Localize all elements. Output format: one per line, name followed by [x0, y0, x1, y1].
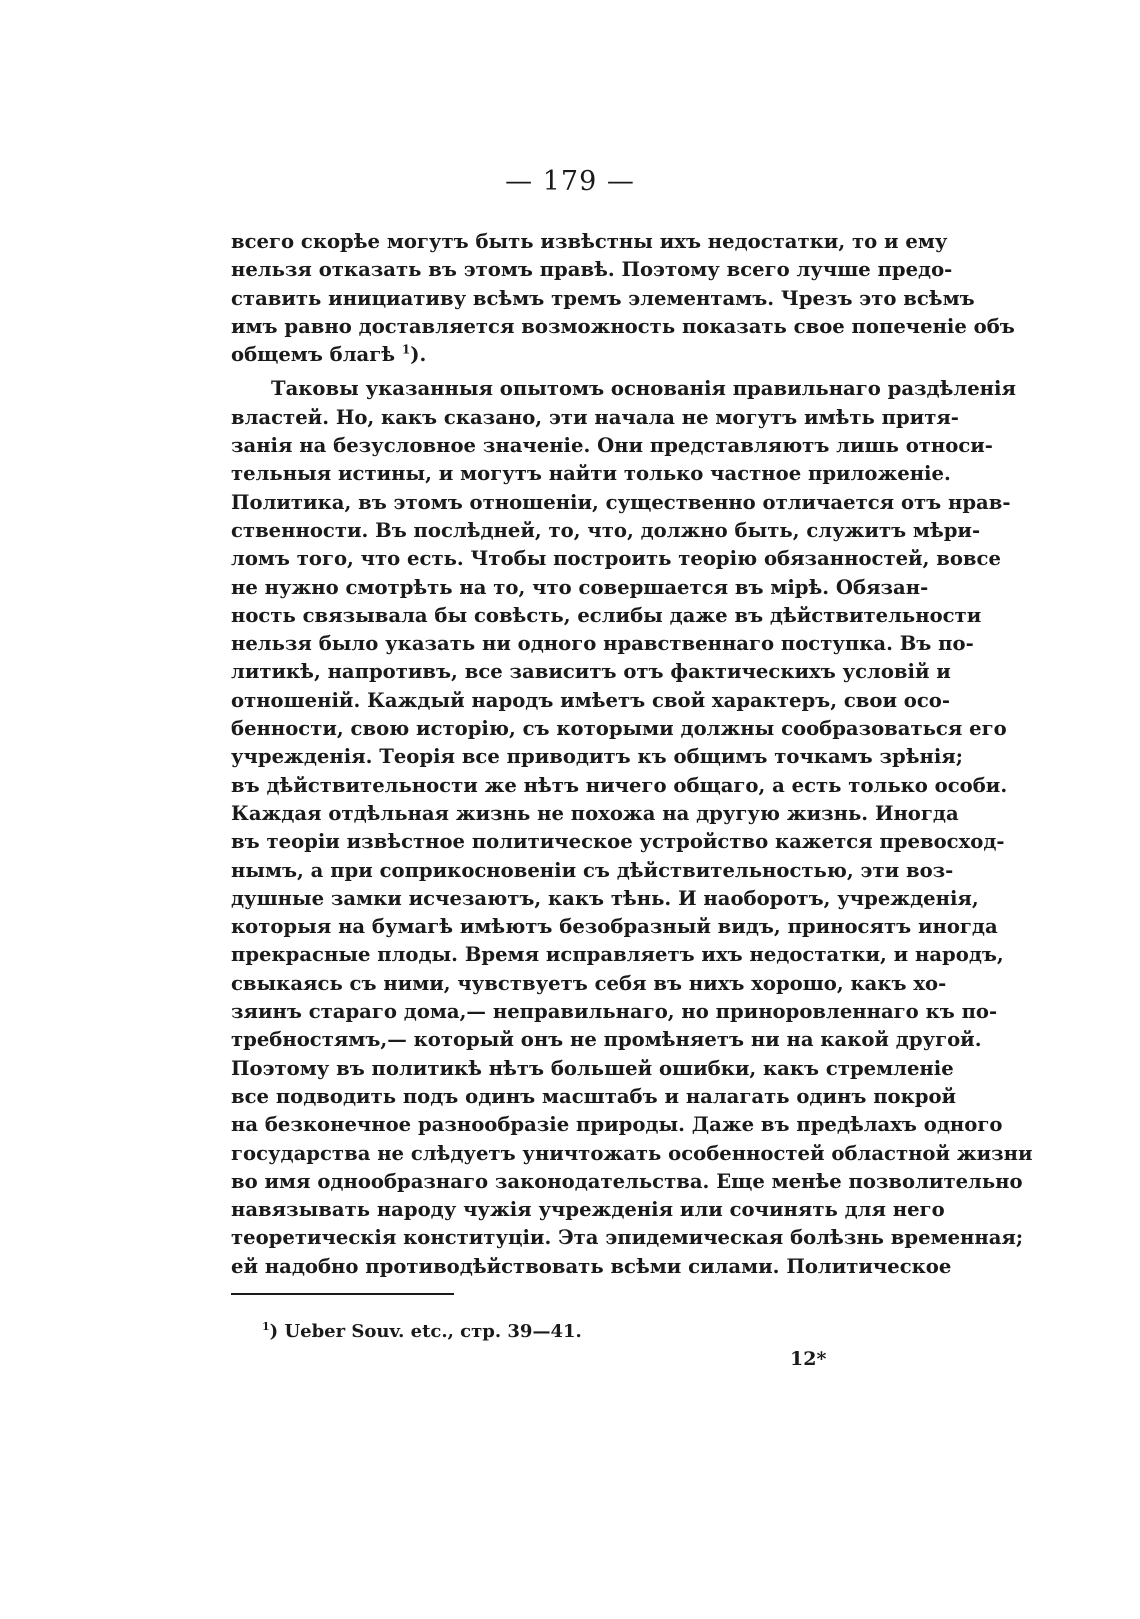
footnote-reference: 1	[401, 342, 411, 357]
footnote-divider	[231, 1293, 454, 1295]
text-line: нельзя отказать въ этомъ правѣ. Поэтому всего лучше предо-	[231, 258, 953, 282]
footnote-marker: 1	[262, 1320, 270, 1333]
text-line: прекрасные плоды. Время исправляетъ ихъ недостатки, и народъ,	[231, 943, 1004, 967]
text-line: требностямъ,— который онъ не промѣняетъ ни на какой другой.	[231, 1028, 982, 1052]
text-line: въ дѣйствительности же нѣтъ ничего общаго, а есть только особи.	[231, 773, 1008, 797]
footnote-text: ) Ueber Souv. etc., стр. 39—41.	[269, 1321, 582, 1342]
text-line: въ теоріи извѣстное политическое устройство кажется превосход-	[231, 830, 1005, 854]
text-line: занія на безусловное значеніе. Они представляютъ лишь относи-	[231, 434, 993, 458]
text-line-last	[231, 341, 911, 369]
text-line: литикѣ, напротивъ, все зависитъ отъ фактическихъ условій и	[231, 660, 951, 684]
page-number: — 179 —	[505, 166, 635, 197]
text-line: ей надобно противодѣйствовать всѣми силами. Политическое	[231, 1254, 952, 1278]
text-line: все подводить подъ одинъ масштабъ и налагать одинъ покрой	[231, 1084, 957, 1108]
text-line: ственности. Въ послѣдней, то, что, должно быть, служитъ мѣри-	[231, 518, 981, 542]
text-line: имъ равно доставляется возможность показать свое попеченіе объ	[231, 314, 1015, 338]
text-line: Таковы указанныя опытомъ основанія правильнаго раздѣленія	[271, 377, 1016, 401]
text-line: бенности, свою исторію, съ которыми должны сообразоваться его	[231, 717, 1007, 741]
text-line: отношеній. Каждый народъ имѣетъ свой характеръ, свои осо-	[231, 688, 951, 712]
paragraph-2	[231, 375, 1033, 1281]
text-line: ность связывала бы совѣсть, еслибы даже въ дѣйствительности	[231, 603, 982, 627]
text-line: нымъ, а при соприкосновеніи съ дѣйствительностью, эти воз-	[231, 858, 954, 882]
text-line: во имя однообразнаго законодательства. Еще менѣе позволительно	[231, 1169, 1023, 1193]
text-line: не нужно смотрѣть на то, что совершается въ мірѣ. Обязан-	[231, 575, 929, 599]
footnote	[262, 1321, 582, 1342]
text-line: всего скорѣе могутъ быть извѣстны ихъ недостатки, то и ему	[231, 230, 948, 253]
text-line: властей. Но, какъ сказано, эти начала не могутъ имѣть притя-	[231, 405, 959, 429]
text-line: теоретическія конституціи. Эта эпидемическая болѣзнь временная;	[231, 1226, 1024, 1250]
text-line: на безконечное разнообразіе природы. Даже въ предѣлахъ одного	[231, 1113, 1003, 1137]
text-fragment: ).	[410, 343, 427, 367]
text-fragment: общемъ благѣ	[231, 343, 396, 367]
text-line: Поэтому въ политикѣ нѣтъ большей ошибки, какъ стремленіе	[231, 1056, 954, 1080]
text-line: учрежденія. Теорія все приводитъ къ общимъ точкамъ зрѣнія;	[231, 745, 963, 769]
text-line: навязывать народу чужія учрежденія или сочинять для него	[231, 1198, 945, 1222]
text-line: нельзя было указать ни одного нравственнаго поступка. Въ по-	[231, 632, 974, 656]
text-line: государства не слѣдуетъ уничтожать особенностей областной жизни	[231, 1141, 1033, 1165]
text-line: Политика, въ этомъ отношеніи, существенно отличается отъ нрав-	[231, 490, 1011, 514]
text-line: тельныя истины, и могутъ найти только частное приложеніе.	[231, 462, 951, 486]
body-text	[231, 228, 1033, 1281]
printer-signature-mark: 12*	[790, 1348, 827, 1370]
text-line: Каждая отдѣльная жизнь не похожа на другую жизнь. Иногда	[231, 801, 959, 825]
text-line: зяинъ стараго дома,— неправильнаго, но приноровленнаго къ по-	[231, 1000, 998, 1024]
text-line: свыкаясь съ ними, чувствуетъ себя въ нихъ хорошо, какъ хо-	[231, 971, 947, 995]
text-line: ставить инициативу всѣмъ тремъ элементамъ. Чрезъ это всѣмъ	[231, 286, 975, 310]
text-line: которыя на бумагѣ имѣютъ безобразный видъ, приносятъ иногда	[231, 915, 998, 939]
paragraph-1	[231, 228, 1015, 369]
text-line: душные замки исчезаютъ, какъ тѣнь. И наоборотъ, учрежденія,	[231, 886, 979, 910]
text-line: ломъ того, что есть. Чтобы построить теорію обязанностей, вовсе	[231, 547, 1001, 571]
